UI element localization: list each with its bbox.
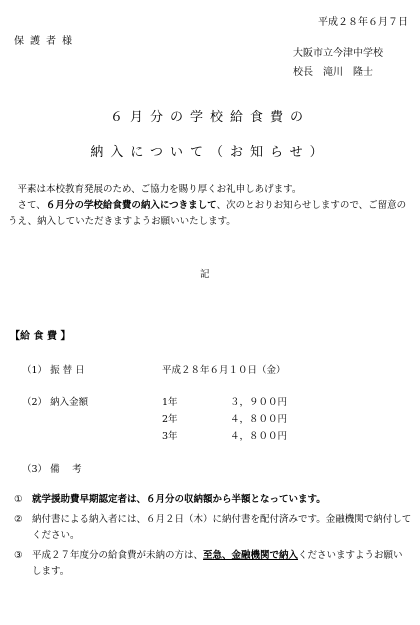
amount-label: （2） 納入金額 [22,397,89,408]
note-2-marker: ② [14,514,23,525]
section-heading: 【給 食 費 】 [10,331,71,342]
amount-3: ４，８００円 [230,431,288,442]
grade-2: 2年 [162,414,178,425]
note-2-text: 納付書による納入者には、６月２日（木）に納付書を配付済みです。金融機関で納付してください。 [32,514,412,541]
greeting-paragraph: 平素は本校教育発展のため、ご協力を賜り厚くお礼申しあげます。 [17,184,302,195]
ki-marker: 記 [200,269,210,280]
note-2 [14,512,412,544]
note-1-marker: ① [14,494,23,505]
note-1 [14,492,412,508]
note-1-text: 就学援助費早期認定者は、６月分の収納額から半額となっています。 [32,494,326,505]
transfer-date-value: 平成２８年６月１０日（金） [162,365,286,376]
principal-name: 校長 滝川 隆士 [293,67,373,78]
school-name: 大阪市立今津中学校 [293,48,383,59]
notice-bold: ６月分の学校給食費の納入につきまして [45,200,217,211]
amount-2: ４，８００円 [230,414,288,425]
notice-intro: さて、 [17,200,46,211]
note-3 [14,548,412,580]
note-3-text-pre: 平成２７年度分の給食費が未納の方は、 [32,550,204,561]
addressee: 保護者様 [14,36,78,47]
transfer-date-label: （1） 振 替 日 [22,365,85,376]
notice-rest: 、次のとおりお知らせしますので、ご留意のうえ、納入していただきますようお願いいたします。 [8,200,407,227]
notes-list [14,492,412,584]
amount-1: ３，９００円 [230,397,288,408]
title-line-1: ６月分の学校給食費の [109,110,310,125]
note-3-emphasis: 至急、金融機関で納入 [203,550,299,561]
note-3-marker: ③ [14,550,23,561]
grade-3: 3年 [162,431,178,442]
remarks-label: （3） 備 考 [22,464,82,475]
document-date: 平成２８年６月７日 [318,17,408,28]
grade-1: 1年 [162,397,178,408]
title-line-2: 納入について（お知らせ） [90,145,330,160]
notice-paragraph [8,198,412,230]
note-3-text-post: くださいますようお願いします。 [32,550,403,577]
